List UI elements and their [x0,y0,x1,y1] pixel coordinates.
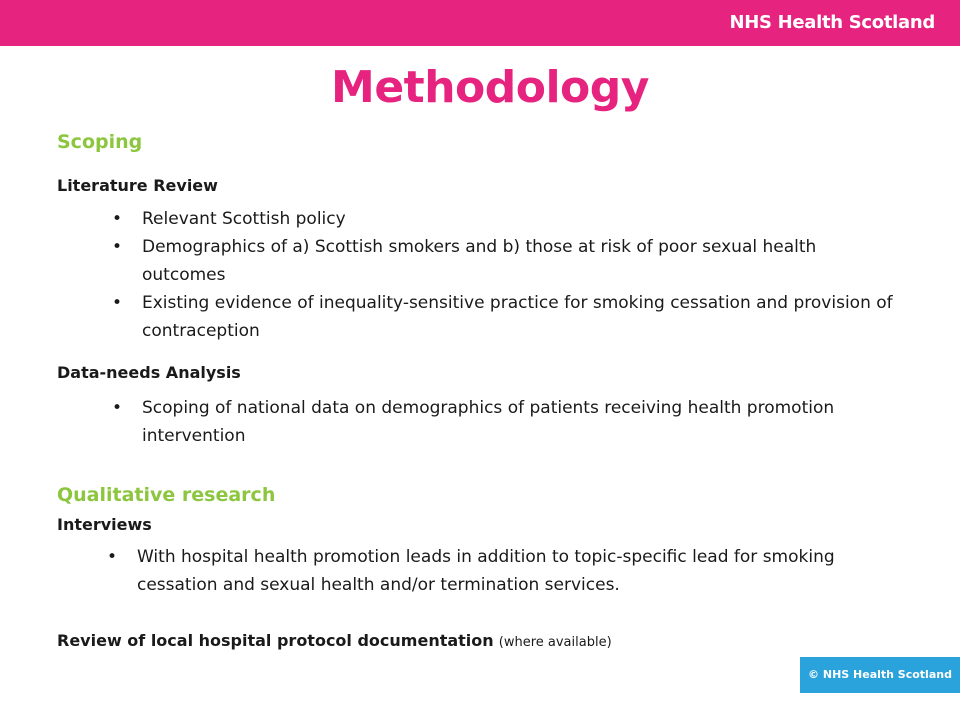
review-documentation-note: (where available) [498,635,612,650]
list-item: • Relevant Scottish policy [142,205,902,233]
list-item: • With hospital health promotion leads in addition to topic-specific lead for smoking cessation and sexual health and/or termination services. [137,543,907,599]
interviews-list [137,543,907,599]
list-item: • Scoping of national data on demographics of patients receiving health promotion intervention [142,394,882,450]
review-documentation-line [57,631,612,650]
list-item: • Existing evidence of inequality-sensitive practice for smoking cessation and provision of contraception [142,289,902,345]
subheading-data-needs-analysis: Data-needs Analysis [57,363,241,382]
slide-title: Methodology [331,62,649,113]
subheading-literature-review: Literature Review [57,176,218,195]
list-item: • Demographics of a) Scottish smokers and b) those at risk of poor sexual health outcomes [142,233,902,289]
header-bar [0,0,960,46]
section-heading-qualitative-research: Qualitative research [57,484,276,506]
review-documentation-label: Review of local hospital protocol documentation [57,631,494,650]
section-heading-scoping: Scoping [57,131,143,153]
data-needs-list [142,394,882,450]
literature-review-list [142,205,902,345]
subheading-interviews: Interviews [57,515,152,534]
copyright-badge: © NHS Health Scotland [800,657,960,693]
brand-logo-text: NHS Health Scotland [729,12,935,33]
